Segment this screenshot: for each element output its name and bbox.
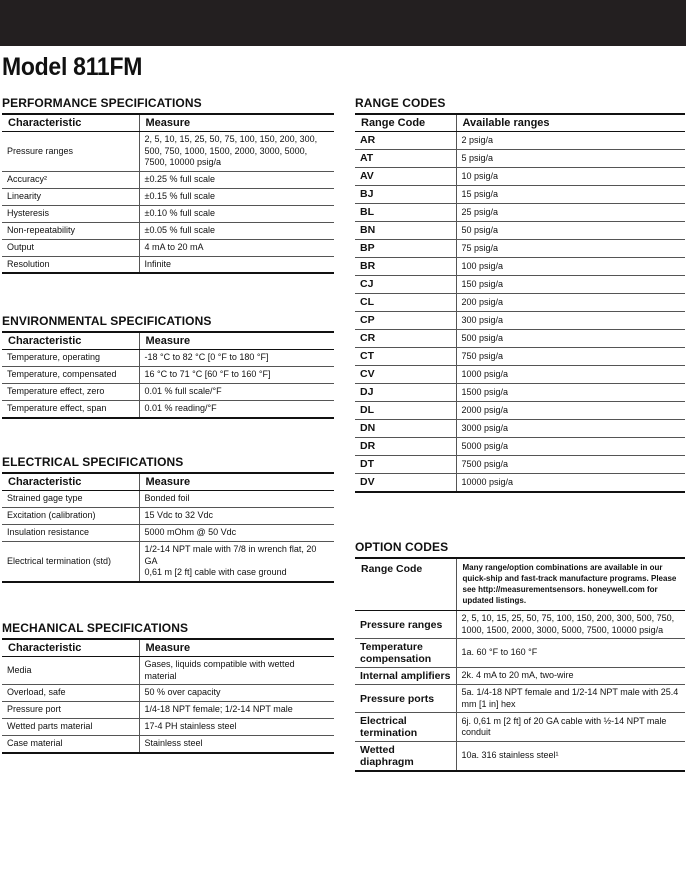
table-row	[355, 420, 685, 438]
row-value: Gases, liquids compatible with wetted material	[139, 657, 334, 685]
table-row	[2, 685, 334, 702]
column-header: Range Code	[355, 558, 456, 611]
table-row	[2, 367, 334, 384]
row-label: Linearity	[2, 188, 139, 205]
row-value: 1500 psig/a	[456, 384, 685, 402]
column-header: Measure	[139, 332, 334, 350]
table-row	[355, 456, 685, 474]
spec-table	[2, 331, 334, 419]
row-label: Case material	[2, 736, 139, 753]
mechanical-section	[2, 621, 334, 754]
spec-table	[2, 638, 334, 754]
row-value: 5000 psig/a	[456, 438, 685, 456]
row-label: BN	[355, 222, 456, 240]
table-row	[355, 742, 685, 772]
table-row	[355, 474, 685, 492]
table-row	[2, 350, 334, 367]
row-value: 2 psig/a	[456, 132, 685, 150]
row-label: Temperature effect, span	[2, 401, 139, 418]
row-label: Overload, safe	[2, 685, 139, 702]
option-codes-table	[355, 557, 685, 772]
table-row	[355, 132, 685, 150]
row-label: DN	[355, 420, 456, 438]
row-value: 10000 psig/a	[456, 474, 685, 492]
row-label: AT	[355, 150, 456, 168]
row-value: 4 mA to 20 mA	[139, 239, 334, 256]
row-value: 0.01 % full scale/°F	[139, 384, 334, 401]
table-row	[355, 366, 685, 384]
row-value: 7500 psig/a	[456, 456, 685, 474]
row-label: Output	[2, 239, 139, 256]
row-label: Pressure ranges	[355, 611, 456, 639]
row-label: Temperature compensation	[355, 639, 456, 668]
row-value: 150 psig/a	[456, 276, 685, 294]
row-value: 1000 psig/a	[456, 366, 685, 384]
row-value: -18 °C to 82 °C [0 °F to 180 °F]	[139, 350, 334, 367]
row-label: Hysteresis	[2, 205, 139, 222]
row-value: 50 psig/a	[456, 222, 685, 240]
table-row	[2, 401, 334, 418]
table-row	[2, 491, 334, 508]
table-row	[2, 719, 334, 736]
performance-section	[2, 96, 334, 274]
table-row	[355, 438, 685, 456]
row-label: Non-repeatability	[2, 222, 139, 239]
row-value: Stainless steel	[139, 736, 334, 753]
row-value: 6j. 0,61 m [2 ft] of 20 GA cable with ½-14 NPT male conduit	[456, 713, 685, 742]
row-label: Electrical termination (std)	[2, 542, 139, 582]
row-label: DL	[355, 402, 456, 420]
section-heading: PERFORMANCE SPECIFICATIONS	[2, 96, 202, 110]
row-value: 3000 psig/a	[456, 420, 685, 438]
row-label: BP	[355, 240, 456, 258]
electrical-section	[2, 455, 334, 583]
table-row	[2, 222, 334, 239]
row-value: ±0.05 % full scale	[139, 222, 334, 239]
row-label: Electrical termination	[355, 713, 456, 742]
range-codes-section	[355, 96, 685, 493]
row-label: Resolution	[2, 256, 139, 273]
row-label: DR	[355, 438, 456, 456]
row-value: 0.01 % reading/°F	[139, 401, 334, 418]
column-header: Measure	[139, 114, 334, 132]
table-row	[355, 240, 685, 258]
environmental-section	[2, 314, 334, 419]
table-row	[2, 525, 334, 542]
row-label: DT	[355, 456, 456, 474]
section-heading: ENVIRONMENTAL SPECIFICATIONS	[2, 314, 212, 328]
table-row	[2, 239, 334, 256]
row-value: ±0.10 % full scale	[139, 205, 334, 222]
row-value: 15 Vdc to 32 Vdc	[139, 508, 334, 525]
column-header: Measure	[139, 473, 334, 491]
row-label: Internal amplifiers	[355, 668, 456, 685]
range-codes-table	[355, 113, 685, 493]
table-row	[2, 132, 334, 172]
row-value: 10 psig/a	[456, 168, 685, 186]
row-value: 1/4-18 NPT female; 1/2-14 NPT male	[139, 702, 334, 719]
row-value: 25 psig/a	[456, 204, 685, 222]
table-row	[355, 713, 685, 742]
row-value: 100 psig/a	[456, 258, 685, 276]
column-header: Characteristic	[2, 473, 139, 491]
row-label: Temperature effect, zero	[2, 384, 139, 401]
row-value: 5000 mOhm @ 50 Vdc	[139, 525, 334, 542]
row-value: 2, 5, 10, 15, 25, 50, 75, 100, 150, 200, 300, 500, 750, 1000, 1500, 2000, 3000, 5000, 7500, 10000 psig/a	[139, 132, 334, 172]
table-row	[2, 542, 334, 582]
row-label: BL	[355, 204, 456, 222]
table-row	[2, 702, 334, 719]
column-header: Characteristic	[2, 332, 139, 350]
row-label: Pressure ports	[355, 685, 456, 713]
row-value: ±0.15 % full scale	[139, 188, 334, 205]
section-heading: ELECTRICAL SPECIFICATIONS	[2, 455, 184, 469]
row-label: Temperature, compensated	[2, 367, 139, 384]
row-label: CL	[355, 294, 456, 312]
table-row	[355, 294, 685, 312]
row-value: 500 psig/a	[456, 330, 685, 348]
option-codes-note: Many range/option combinations are available in our quick-ship and fast-track manufacture programs. Please see http://measurementsensors. honeywell.com for updated listings.	[456, 558, 685, 611]
row-label: CT	[355, 348, 456, 366]
section-heading: RANGE CODES	[355, 96, 446, 110]
row-label: AV	[355, 168, 456, 186]
row-label: Insulation resistance	[2, 525, 139, 542]
table-row	[355, 384, 685, 402]
table-row	[2, 188, 334, 205]
row-label: CV	[355, 366, 456, 384]
table-row	[355, 402, 685, 420]
table-row	[355, 330, 685, 348]
table-row	[355, 204, 685, 222]
table-row	[2, 384, 334, 401]
row-value: 16 °C to 71 °C [60 °F to 160 °F]	[139, 367, 334, 384]
spec-table	[2, 472, 334, 583]
table-row	[355, 258, 685, 276]
row-value: ±0.25 % full scale	[139, 171, 334, 188]
table-row	[355, 348, 685, 366]
row-value: 1a. 60 °F to 160 °F	[456, 639, 685, 668]
row-value: 750 psig/a	[456, 348, 685, 366]
table-row	[2, 256, 334, 273]
page-title: Model 811FM	[2, 53, 143, 81]
row-value: 2k. 4 mA to 20 mA, two-wire	[456, 668, 685, 685]
row-value: 200 psig/a	[456, 294, 685, 312]
column-header: Range Code	[355, 114, 456, 132]
row-value: 10a. 316 stainless steel¹	[456, 742, 685, 772]
table-row	[355, 150, 685, 168]
row-value: 17-4 PH stainless steel	[139, 719, 334, 736]
section-heading: MECHANICAL SPECIFICATIONS	[2, 621, 189, 635]
row-label: Wetted parts material	[2, 719, 139, 736]
section-heading: OPTION CODES	[355, 540, 449, 554]
row-label: Excitation (calibration)	[2, 508, 139, 525]
row-label: DJ	[355, 384, 456, 402]
table-row	[355, 168, 685, 186]
table-row	[355, 639, 685, 668]
row-label: AR	[355, 132, 456, 150]
row-label: CR	[355, 330, 456, 348]
row-value: Infinite	[139, 256, 334, 273]
table-row	[355, 312, 685, 330]
table-row	[2, 657, 334, 685]
row-value: 2000 psig/a	[456, 402, 685, 420]
table-row	[355, 186, 685, 204]
column-header: Characteristic	[2, 639, 139, 657]
row-label: Pressure port	[2, 702, 139, 719]
row-value: 2, 5, 10, 15, 25, 50, 75, 100, 150, 200, 300, 500, 750, 1000, 1500, 2000, 3000, 5000, 7500, 10000 psig/a	[456, 611, 685, 639]
row-label: DV	[355, 474, 456, 492]
row-label: Pressure ranges	[2, 132, 139, 172]
row-value: 5 psig/a	[456, 150, 685, 168]
row-label: Media	[2, 657, 139, 685]
row-label: Accuracy²	[2, 171, 139, 188]
row-label: Temperature, operating	[2, 350, 139, 367]
row-label: Strained gage type	[2, 491, 139, 508]
row-value: 75 psig/a	[456, 240, 685, 258]
row-value: 1/2-14 NPT male with 7/8 in wrench flat, 20 GA 0,61 m [2 ft] cable with case ground	[139, 542, 334, 582]
table-row	[2, 171, 334, 188]
table-row	[2, 508, 334, 525]
table-row	[355, 611, 685, 639]
table-row	[355, 276, 685, 294]
column-header: Available ranges	[456, 114, 685, 132]
row-label: Wetted diaphragm	[355, 742, 456, 772]
spec-table	[2, 113, 334, 274]
row-label: CJ	[355, 276, 456, 294]
row-value: 15 psig/a	[456, 186, 685, 204]
row-value: 5a. 1/4-18 NPT female and 1/2-14 NPT male with 25.4 mm [1 in] hex	[456, 685, 685, 713]
table-row	[355, 685, 685, 713]
table-row	[355, 222, 685, 240]
row-value: 300 psig/a	[456, 312, 685, 330]
row-label: BJ	[355, 186, 456, 204]
table-row	[2, 736, 334, 753]
header-bar	[0, 0, 686, 46]
row-value: 50 % over capacity	[139, 685, 334, 702]
column-header: Characteristic	[2, 114, 139, 132]
table-row	[355, 668, 685, 685]
row-label: BR	[355, 258, 456, 276]
table-row	[2, 205, 334, 222]
option-codes-section	[355, 540, 685, 772]
row-value: Bonded foil	[139, 491, 334, 508]
column-header: Measure	[139, 639, 334, 657]
row-label: CP	[355, 312, 456, 330]
